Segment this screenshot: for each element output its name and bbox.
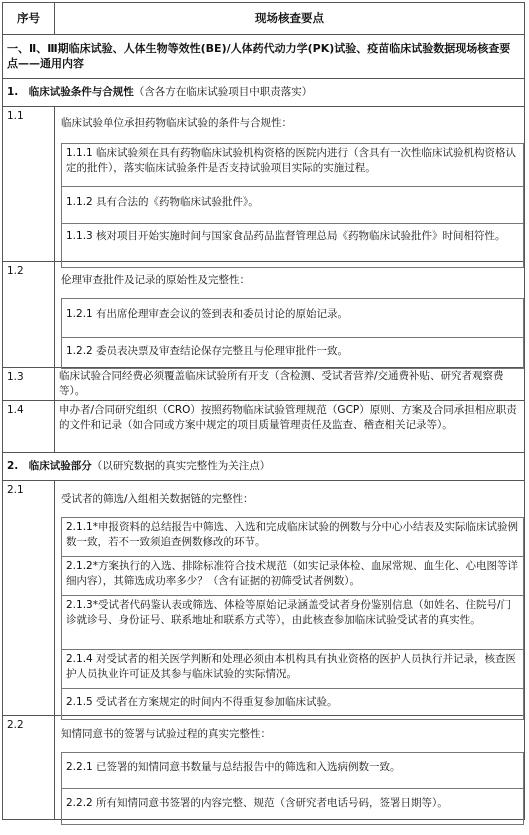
row-1-2-lead: 伦理审查批件及记录的原始性及完整性： [61, 274, 250, 286]
part1-heading-row [2, 79, 525, 107]
row-1-3-text: 临床试验合同经费必须覆盖临床试验所有开支（含检测、受试者营养/交通费补贴、研究者观察费等）。 [59, 370, 504, 397]
row-2-1 [2, 481, 525, 716]
item-1-1-1: 1.1.1 临床试验须在具有药物临床试验机构资格的医院内进行（含具有一次性临床试验机构资格认定的批件），落实临床试验条件是否支持试验项目实际的实施过程。 [61, 143, 524, 187]
item-2-1-1: 2.1.1*申报资料的总结报告中筛选、入选和完成临床试验的例数与分中心小结表及实际临床试验例数一致，若不一致须追查例数修改的环节。 [61, 517, 524, 557]
row-1-3-num: 1.3 [3, 368, 55, 400]
part2-note: （以研究数据的真实完整性为关注点） [91, 460, 271, 472]
part1-note: （含各方在临床试验项目中职责落实） [133, 86, 313, 98]
item-2-1-2: 2.1.2*方案执行的入选、排除标准符合技术规范（如实记录体检、血尿常规、血生化、心电图等详细内容），其筛选成功率多少？（含有证据的初筛受试者例数）。 [61, 557, 524, 596]
row-2-1-lead: 受试者的筛选/入组相关数据链的完整性： [61, 493, 254, 505]
header-serial: 序号 [3, 3, 55, 34]
item-2-1-3: 2.1.3*受试者代码鉴认表或筛选、体检等原始记录涵盖受试者身份鉴别信息（如姓名、住院号/门诊就诊号、身份证号、联系地址和联系方式等），由此核查参加临床试验受试者的真实性。 [61, 596, 524, 650]
row-1-4-text: 申办者/合同研究组织（CRO）按照药物临床试验管理规范（GCP）原则、方案及合同承担相应职责的文件和记录（如合同或方案中规定的项目质量管理责任及监查、稽查相关记录等）。 [59, 404, 517, 431]
row-2-2-lead: 知情同意书的签署与试验过程的真实完整性： [61, 728, 271, 740]
item-2-2-1: 2.2.1 已签署的知情同意书数量与总结报告中的筛选和入选病例数一致。 [61, 752, 524, 789]
section-title-row [2, 35, 525, 79]
table-header-row [2, 2, 525, 35]
row-1-2 [2, 262, 525, 368]
row-2-2-num: 2.2 [3, 716, 55, 819]
row-1-3 [2, 368, 525, 401]
row-1-2-num: 1.2 [3, 262, 55, 367]
header-points: 现场核查要点 [255, 11, 324, 25]
item-1-1-3: 1.1.3 核对项目开始实施时间与国家食品药品监督管理总局《药物临床试验批件》时间相符性。 [61, 224, 524, 268]
item-1-2-1: 1.2.1 有出席伦理审查会议的签到表和委员讨论的原始记录。 [61, 298, 524, 338]
item-1-2-2: 1.2.2 委员表决票及审查结论保存完整且与伦理审批件一致。 [61, 338, 524, 369]
row-1-1-lead: 临床试验单位承担药物临床试验的条件与合规性： [61, 117, 292, 129]
item-2-2-2: 2.2.2 所有知情同意书签署的内容完整、规范（含研究者电话号码，签署日期等）。 [61, 789, 524, 825]
row-1-1 [2, 107, 525, 262]
item-2-1-5: 2.1.5 受试者在方案规定的时间内不得重复参加临床试验。 [61, 689, 524, 720]
row-1-1-num: 1.1 [3, 107, 55, 261]
row-2-1-num: 2.1 [3, 481, 55, 715]
row-1-4 [2, 401, 525, 453]
part2-heading: 2. 临床试验部分 [7, 460, 92, 472]
part1-heading: 1. 临床试验条件与合规性 [7, 86, 134, 98]
part2-heading-row [2, 453, 525, 481]
item-1-1-2: 1.1.2 具有合法的《药物临床试验批件》。 [61, 187, 524, 224]
row-2-2 [2, 716, 525, 820]
verification-table [2, 2, 525, 820]
item-2-1-4: 2.1.4 对受试者的相关医学判断和处理必须由本机构具有执业资格的医护人员执行并记录，核查医护人员执业许可证及其参与临床试验的实际情况。 [61, 650, 524, 689]
section-title: 一、Ⅱ、Ⅲ期临床试验、人体生物等效性(BE)/人体药代动力学(PK)试验、疫苗临床试验数据现场核查要点——通用内容 [7, 42, 511, 70]
row-1-4-num: 1.4 [3, 401, 55, 452]
